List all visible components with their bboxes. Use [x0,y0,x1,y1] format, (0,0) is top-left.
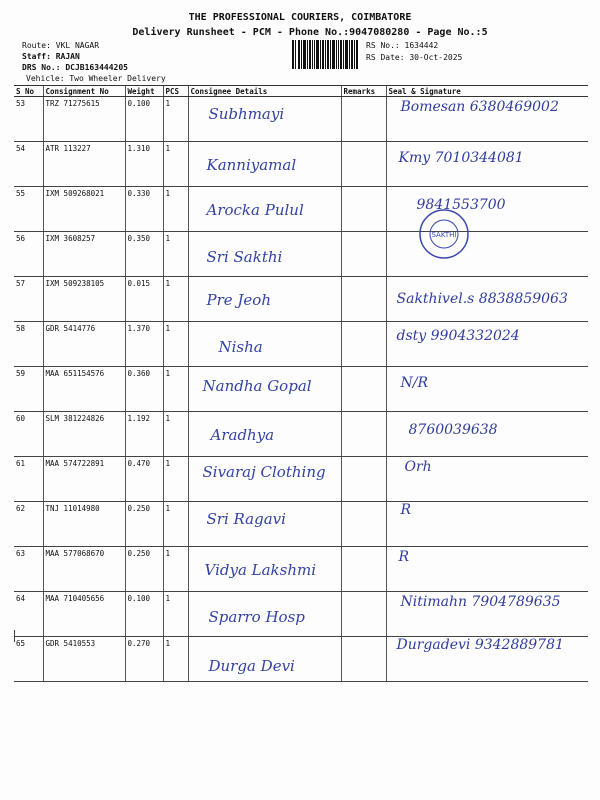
weight-cell: 0.250 [125,502,163,547]
sno-cell: 64 [14,592,43,637]
table-row [14,637,588,682]
col-header-sno: S No [14,86,43,97]
remarks-cell [341,367,386,412]
stamp-text: SAKTHI [431,231,457,239]
drs-label: DRS No.: DCJB163444205 [22,63,128,72]
signature-handwriting: Orh [404,459,432,475]
consignee-cell [188,547,341,592]
consignment-cell: IXM 509238105 [43,277,125,322]
consignment-cell: MAA 651154576 [43,367,125,412]
consignee-handwriting: Aradhya [210,426,275,444]
route-label: Route: VKL NAGAR [22,41,100,50]
weight-cell: 0.100 [125,592,163,637]
consignee-cell [188,232,341,277]
sno-cell: 60 [14,412,43,457]
margin-mark [14,630,19,642]
sno-cell: 63 [14,547,43,592]
rs-info [366,40,462,64]
pcs-cell: 1 [163,457,188,502]
signature-handwriting: Kmy 7010344081 [398,150,524,166]
consignment-cell: MAA 574722891 [43,457,125,502]
table-row [14,277,588,322]
consignment-cell: TNJ 11014980 [43,502,125,547]
pcs-cell: 1 [163,412,188,457]
consignment-cell: IXM 3608257 [43,232,125,277]
pcs-cell: 1 [163,547,188,592]
consignee-handwriting: Nandha Gopal [202,377,312,395]
consignee-handwriting: Sri Sakthi [206,248,283,266]
col-header-consignment: Consignment No [43,86,125,97]
signature-handwriting: R [400,502,412,518]
remarks-cell [341,502,386,547]
signature-cell [386,592,588,637]
consignee-cell [188,187,341,232]
consignee-handwriting: Sparro Hosp [208,608,305,626]
signature-cell [386,277,588,322]
signature-cell [386,142,588,187]
sno-cell: 62 [14,502,43,547]
pcs-cell: 1 [163,142,188,187]
signature-cell [386,322,588,367]
consignee-cell [188,277,341,322]
vehicle-label: Vehicle: Two Wheeler Delivery [26,74,166,83]
table-row [14,232,588,277]
signature-handwriting: 9841553700 [416,197,506,213]
consignment-cell: GDR 5414776 [43,322,125,367]
consignment-cell: GDR 5410553 [43,637,125,682]
consignee-cell [188,412,341,457]
consignee-cell [188,457,341,502]
consignee-handwriting: Durga Devi [208,657,295,675]
weight-cell: 1.370 [125,322,163,367]
consignee-cell [188,637,341,682]
signature-cell [386,367,588,412]
remarks-cell [341,457,386,502]
col-header-signature: Seal & Signature [386,86,588,97]
pcs-cell: 1 [163,187,188,232]
col-header-consignee: Consignee Details [188,86,341,97]
consignment-cell: MAA 577068670 [43,547,125,592]
consignee-cell [188,367,341,412]
staff-label: Staff: RAJAN [22,52,80,61]
signature-cell [386,232,588,277]
consignee-cell [188,592,341,637]
remarks-cell [341,412,386,457]
signature-handwriting: dsty 9904332024 [396,328,520,344]
signature-cell [386,187,588,232]
consignee-cell [188,142,341,187]
runsheet-table [14,85,588,682]
signature-handwriting: 8760039638 [408,422,498,438]
sno-cell: 55 [14,187,43,232]
signature-handwriting: N/R [400,375,429,391]
remarks-cell [341,322,386,367]
signature-cell [386,547,588,592]
consignee-cell [188,322,341,367]
table-row [14,322,588,367]
table-row [14,592,588,637]
table-row [14,97,588,142]
sno-cell: 56 [14,232,43,277]
consignment-cell: MAA 710405656 [43,592,125,637]
table-row [14,367,588,412]
pcs-cell: 1 [163,322,188,367]
consignee-handwriting: Sivaraj Clothing [202,463,326,481]
signature-handwriting: R [398,549,410,565]
pcs-cell: 1 [163,367,188,412]
weight-cell: 1.310 [125,142,163,187]
pcs-cell: 1 [163,637,188,682]
signature-cell [386,412,588,457]
remarks-cell [341,187,386,232]
signature-handwriting: Nitimahn 7904789635 [400,594,561,610]
consignee-handwriting: Sri Ragavi [206,510,286,528]
sno-cell: 53 [14,97,43,142]
remarks-cell [341,637,386,682]
signature-handwriting: Bomesan 6380469002 [400,99,559,115]
consignment-cell: SLM 381224826 [43,412,125,457]
signature-cell [386,502,588,547]
consignee-cell [188,502,341,547]
signature-cell [386,457,588,502]
remarks-cell [341,592,386,637]
col-header-remarks: Remarks [341,86,386,97]
runsheet-subtitle: Delivery Runsheet - PCM - Phone No.:9047080280 - Page No.:5 [132,27,488,38]
weight-cell: 0.330 [125,187,163,232]
sno-cell: 57 [14,277,43,322]
signature-cell [386,97,588,142]
pcs-cell: 1 [163,592,188,637]
remarks-cell [341,547,386,592]
table-row [14,457,588,502]
remarks-cell [341,277,386,322]
table-header-row [14,86,588,97]
consignment-cell: ATR 113227 [43,142,125,187]
signature-handwriting: Durgadevi 9342889781 [396,637,564,653]
table-row [14,547,588,592]
signature-handwriting: Sakthivel.s 8838859063 [396,291,568,307]
weight-cell: 0.270 [125,637,163,682]
consignment-cell: TRZ 71275615 [43,97,125,142]
table-row [14,502,588,547]
consignee-handwriting: Kanniyamal [206,156,297,174]
table-row [14,142,588,187]
weight-cell: 0.100 [125,97,163,142]
sno-cell: 58 [14,322,43,367]
table-row [14,187,588,232]
consignee-handwriting: Arocka Pulul [206,201,304,219]
remarks-cell [341,142,386,187]
consignee-handwriting: Subhmayi [208,105,285,123]
rs-date: RS Date: 30-Oct-2025 [366,53,463,62]
pcs-cell: 1 [163,97,188,142]
signature-cell [386,637,588,682]
pcs-cell: 1 [163,232,188,277]
consignee-cell [188,97,341,142]
consignee-handwriting: Vidya Lakshmi [204,561,317,579]
barcode-image [292,40,358,69]
col-header-pcs: PCS [163,86,188,97]
sno-cell: 65 [14,637,43,682]
pcs-cell: 1 [163,277,188,322]
sno-cell: 59 [14,367,43,412]
table-row [14,412,588,457]
weight-cell: 0.470 [125,457,163,502]
sno-cell: 61 [14,457,43,502]
weight-cell: 1.192 [125,412,163,457]
seal-stamp [418,208,470,260]
col-header-weight: Weight [125,86,163,97]
weight-cell: 0.250 [125,547,163,592]
weight-cell: 0.360 [125,367,163,412]
runsheet-info [22,40,166,84]
sno-cell: 54 [14,142,43,187]
consignee-handwriting: Nisha [218,338,263,356]
rs-number: RS No.: 1634442 [366,41,439,50]
consignment-cell: IXM 509268021 [43,187,125,232]
remarks-cell [341,97,386,142]
consignee-handwriting: Pre Jeoh [206,291,271,309]
weight-cell: 0.015 [125,277,163,322]
remarks-cell [341,232,386,277]
document-title: THE PROFESSIONAL COURIERS, COIMBATORE [188,12,412,23]
pcs-cell: 1 [163,502,188,547]
weight-cell: 0.350 [125,232,163,277]
